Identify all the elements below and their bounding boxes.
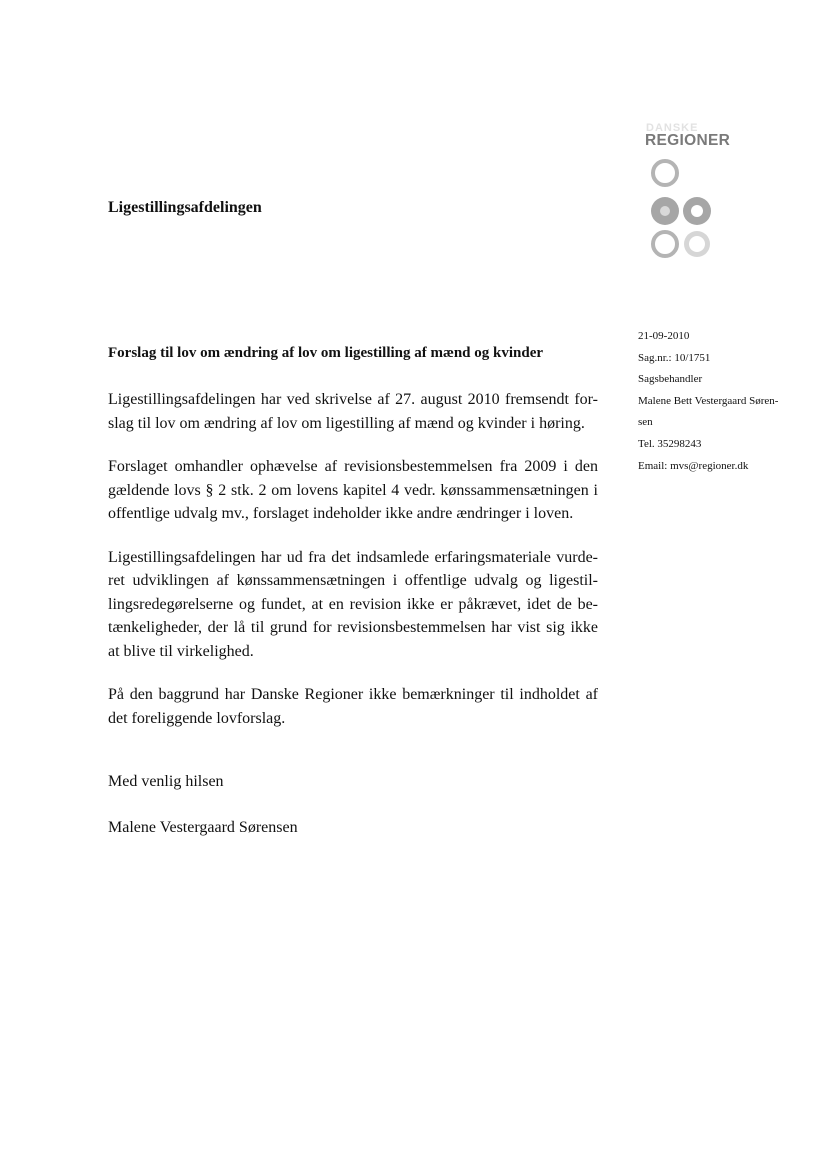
case-number: Sag.nr.: 10/1751 — [638, 351, 711, 364]
paragraph-line: at blive til virkelighed. — [108, 642, 254, 660]
paragraph — [108, 455, 598, 526]
paragraph — [108, 546, 598, 664]
signature-name: Malene Vestergaard Sørensen — [108, 819, 298, 836]
sender-info — [638, 326, 818, 477]
paragraph-line: lingsredegørelserne og fundet, at en revision ikke er påkrævet, idet de be- — [108, 595, 598, 613]
paragraph-line: Ligestillingsafdelingen har ud fra det indsamlede erfaringsmateriale vurde- — [108, 548, 598, 566]
handler-name-line-2: sen — [638, 416, 653, 429]
paragraph-line: tænkeligheder, der lå til grund for revisionsbestemmelsen har vist sig ikke — [108, 619, 598, 636]
paragraph-line: ret udviklingen af kønssammensætningen i offentlige udvalg og ligestil- — [108, 572, 598, 589]
letter-body — [108, 388, 598, 750]
paragraph — [108, 388, 598, 435]
handler-label: Sagsbehandler — [638, 373, 703, 386]
paragraph-line: Ligestillingsafdelingen har ved skrivelse af 27. august 2010 fremsendt for- — [108, 391, 598, 408]
letter-date: 21-09-2010 — [638, 330, 690, 342]
handler-name-line-1: Malene Bett Vestergaard Søren- — [638, 394, 779, 407]
logo-wordmark: REGIONER — [645, 132, 731, 149]
paragraph-line: Forslaget omhandler ophævelse af revisionsbestemmelsen fra 2009 i den — [108, 458, 598, 475]
paragraph-line: gældende lovs § 2 stk. 2 om lovens kapitel 4 vedr. kønssammensætningen i — [108, 481, 598, 499]
closing-salutation: Med venlig hilsen — [108, 773, 224, 790]
logo-small-text: DANSKE — [646, 122, 699, 134]
letter-subject: Forslag til lov om ændring af lov om ligestilling af mænd og kvinder — [108, 345, 544, 361]
email-address: Email: mvs@regioner.dk — [638, 459, 749, 472]
paragraph-line: offentlige udvalg mv., forslaget indeholder ikke andre ændringer i loven. — [108, 505, 574, 522]
logo-circles-icon — [646, 158, 720, 262]
paragraph-line: det foreliggende lovforslag. — [108, 709, 286, 727]
paragraph — [108, 683, 598, 730]
recipient-department: Ligestillingsafdelingen — [108, 199, 262, 216]
danske-regioner-logo — [642, 118, 732, 268]
phone-number: Tel. 35298243 — [638, 437, 702, 450]
paragraph-line: slag til lov om ændring af lov om ligestilling af mænd og kvinder i høring. — [108, 414, 585, 432]
paragraph-line: På den baggrund har Danske Regioner ikke bemærkninger til indholdet af — [108, 686, 598, 703]
